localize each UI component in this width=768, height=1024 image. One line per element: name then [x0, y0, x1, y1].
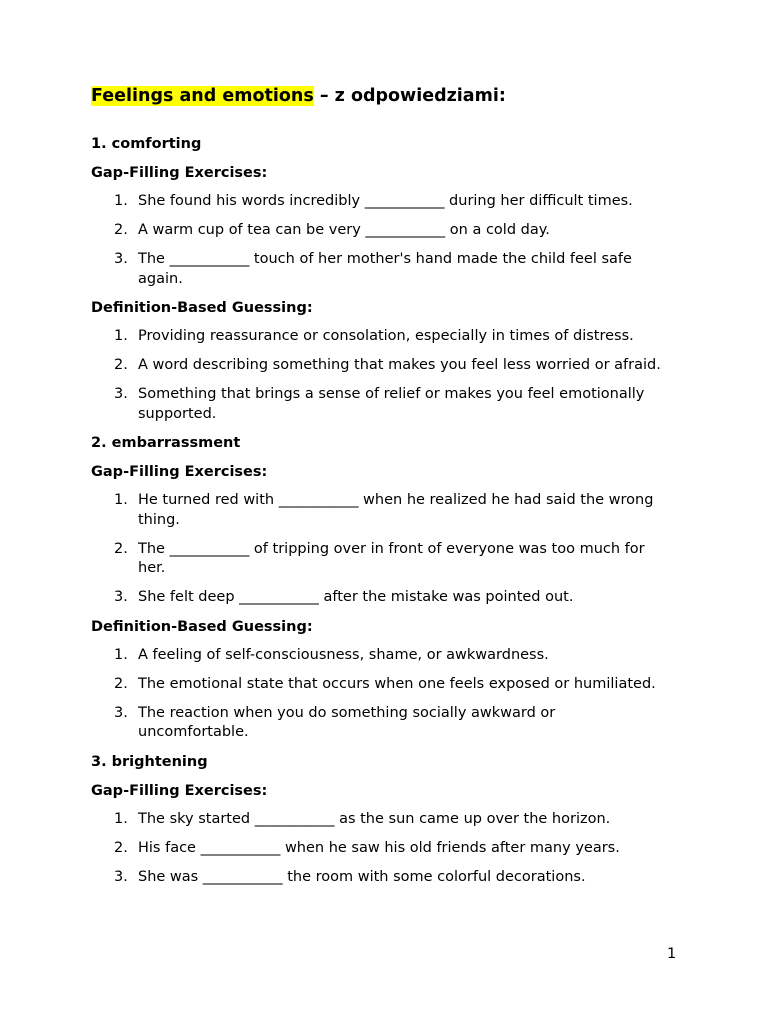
item-number: 3. — [114, 704, 128, 721]
list-item — [91, 704, 691, 743]
item-number: 1. — [114, 646, 128, 663]
gap-filling-list — [91, 810, 691, 888]
item-text: Providing reassurance or consolation, especially in times of distress. — [138, 328, 634, 344]
document-title-highlighted: Feelings and emotions — [91, 86, 314, 106]
item-number: 2. — [114, 357, 128, 373]
list-item — [91, 327, 691, 347]
item-number: 2. — [114, 222, 128, 238]
list-item — [91, 868, 691, 888]
list-item — [91, 646, 691, 666]
item-text: A warm cup of tea can be very ___________ on a cold day. — [138, 222, 550, 238]
word-section — [91, 433, 691, 743]
list-item — [91, 540, 691, 579]
item-number: 1. — [114, 492, 128, 508]
list-item — [91, 588, 691, 608]
item-number: 2. — [114, 839, 128, 856]
item-text: A word describing something that makes you feel less worried or afraid. — [138, 357, 661, 373]
item-number: 1. — [114, 193, 128, 209]
list-item — [91, 356, 691, 376]
item-text: Something that brings a sense of relief or makes you feel emotionally supported. — [138, 386, 645, 422]
item-text: The ___________ touch of her mother's hand made the child feel safe again. — [138, 251, 632, 287]
document-title — [91, 84, 506, 108]
item-text: The emotional state that occurs when one feels exposed or humiliated. — [138, 675, 656, 692]
list-item — [91, 491, 691, 530]
list-item — [91, 839, 691, 859]
item-text: He turned red with ___________ when he realized he had said the wrong thing. — [138, 492, 654, 528]
list-item — [91, 810, 691, 830]
item-text: The reaction when you do something socially awkward or uncomfortable. — [138, 704, 556, 740]
word-heading: 1. comforting — [91, 136, 202, 152]
item-number: 3. — [114, 589, 128, 605]
item-number: 3. — [114, 251, 128, 267]
item-text: A feeling of self-consciousness, shame, or awkwardness. — [138, 646, 549, 663]
list-item — [91, 192, 691, 212]
item-text: The ___________ of tripping over in front of everyone was too much for her. — [138, 540, 645, 576]
list-item — [91, 385, 691, 424]
gap-filling-heading: Gap-Filling Exercises: — [91, 464, 268, 480]
list-item — [91, 221, 691, 241]
gap-filling-heading: Gap-Filling Exercises: — [91, 165, 268, 181]
definition-guessing-heading: Definition-Based Guessing: — [91, 300, 313, 316]
definition-guessing-list — [91, 327, 691, 424]
gap-filling-heading: Gap-Filling Exercises: — [91, 782, 268, 799]
word-heading: 2. embarrassment — [91, 435, 241, 451]
word-heading: 3. brightening — [91, 753, 208, 770]
word-section — [91, 134, 691, 424]
item-number: 2. — [114, 540, 128, 557]
item-number: 1. — [114, 328, 128, 344]
list-item — [91, 675, 691, 695]
word-section — [91, 752, 691, 888]
page-number: 1 — [667, 946, 677, 962]
item-number: 3. — [114, 386, 128, 402]
item-number: 1. — [114, 810, 128, 827]
gap-filling-list — [91, 192, 691, 289]
item-text: She found his words incredibly ___________ during her difficult times. — [138, 193, 633, 209]
item-number: 2. — [114, 675, 128, 692]
gap-filling-list — [91, 491, 691, 608]
definition-guessing-heading: Definition-Based Guessing: — [91, 618, 313, 635]
item-text: The sky started ___________ as the sun came up over the horizon. — [138, 810, 611, 827]
item-text: She was ___________ the room with some colorful decorations. — [138, 868, 586, 885]
list-item — [91, 250, 691, 289]
definition-guessing-list — [91, 646, 691, 743]
item-text: His face ___________ when he saw his old friends after many years. — [138, 839, 620, 856]
item-text: She felt deep ___________ after the mistake was pointed out. — [138, 589, 574, 605]
item-number: 3. — [114, 868, 128, 885]
exercise-sections — [91, 134, 691, 896]
document-title-rest: – z odpowiedziami: — [313, 86, 506, 106]
